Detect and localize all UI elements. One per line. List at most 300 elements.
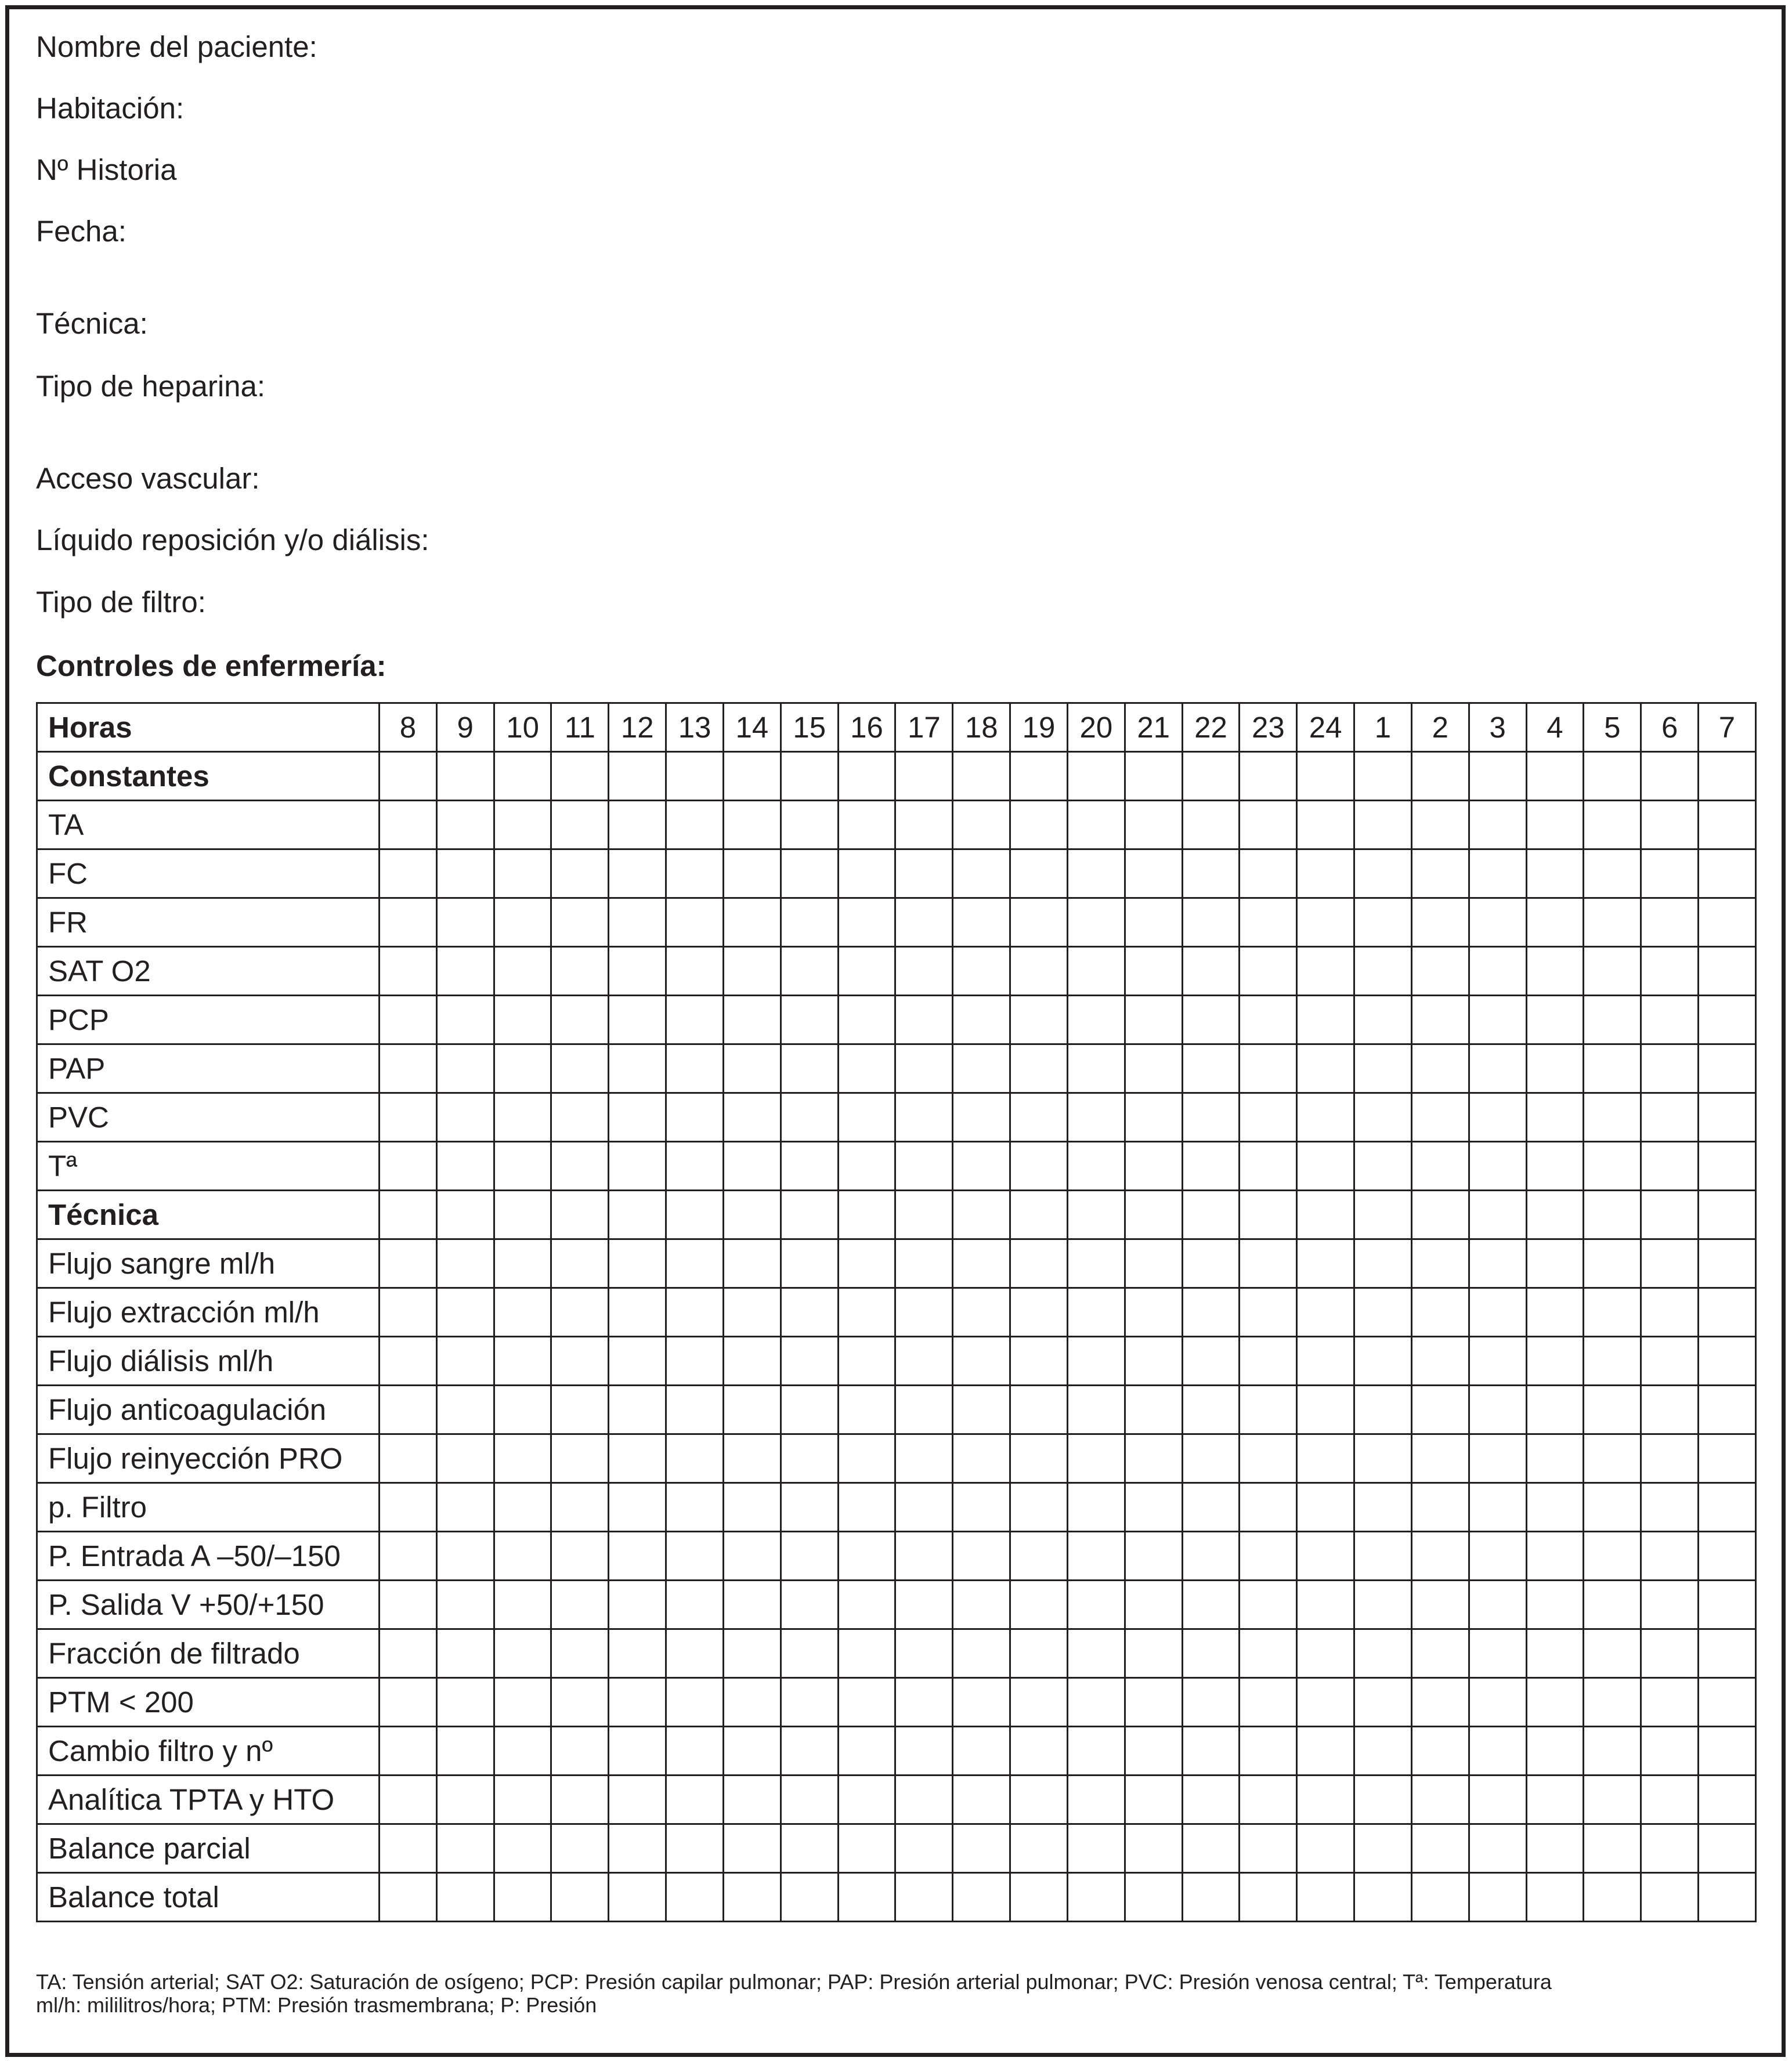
entry-cell[interactable] [1699, 752, 1756, 801]
entry-cell[interactable] [1699, 801, 1756, 849]
entry-cell[interactable] [1182, 1337, 1240, 1386]
entry-cell[interactable] [666, 849, 724, 898]
entry-cell[interactable] [1010, 1581, 1068, 1629]
entry-cell[interactable] [1010, 1629, 1068, 1678]
entry-cell[interactable] [1240, 1044, 1297, 1093]
entry-cell[interactable] [953, 1629, 1010, 1678]
entry-cell[interactable] [1297, 1532, 1354, 1581]
entry-cell[interactable] [1240, 1093, 1297, 1142]
entry-cell[interactable] [953, 1142, 1010, 1191]
entry-cell[interactable] [1469, 849, 1526, 898]
entry-cell[interactable] [1526, 947, 1584, 996]
entry-cell[interactable] [1354, 849, 1412, 898]
entry-cell[interactable] [494, 898, 551, 947]
entry-cell[interactable] [1067, 1483, 1125, 1532]
entry-cell[interactable] [838, 1776, 895, 1824]
entry-cell[interactable] [781, 1239, 838, 1288]
entry-cell[interactable] [1067, 996, 1125, 1044]
entry-cell[interactable] [723, 1191, 781, 1239]
entry-cell[interactable] [1469, 1142, 1526, 1191]
entry-cell[interactable] [953, 1873, 1010, 1922]
entry-cell[interactable] [723, 1434, 781, 1483]
entry-cell[interactable] [781, 1776, 838, 1824]
entry-cell[interactable] [436, 1776, 494, 1824]
entry-cell[interactable] [551, 752, 609, 801]
entry-cell[interactable] [551, 1873, 609, 1922]
entry-cell[interactable] [609, 1386, 666, 1434]
entry-cell[interactable] [1526, 1337, 1584, 1386]
entry-cell[interactable] [1354, 1191, 1412, 1239]
entry-cell[interactable] [436, 1337, 494, 1386]
entry-cell[interactable] [1584, 1483, 1641, 1532]
entry-cell[interactable] [551, 1337, 609, 1386]
entry-cell[interactable] [838, 1581, 895, 1629]
entry-cell[interactable] [1526, 898, 1584, 947]
entry-cell[interactable] [494, 1288, 551, 1337]
entry-cell[interactable] [1010, 1239, 1068, 1288]
entry-cell[interactable] [609, 1434, 666, 1483]
entry-cell[interactable] [1641, 1678, 1699, 1727]
entry-cell[interactable] [1125, 1581, 1182, 1629]
entry-cell[interactable] [666, 898, 724, 947]
entry-cell[interactable] [551, 1434, 609, 1483]
entry-cell[interactable] [1526, 1483, 1584, 1532]
entry-cell[interactable] [1354, 1824, 1412, 1873]
entry-cell[interactable] [551, 801, 609, 849]
entry-cell[interactable] [380, 996, 437, 1044]
entry-cell[interactable] [494, 1727, 551, 1776]
entry-cell[interactable] [1411, 1142, 1469, 1191]
entry-cell[interactable] [1067, 1239, 1125, 1288]
entry-cell[interactable] [781, 1629, 838, 1678]
entry-cell[interactable] [723, 1044, 781, 1093]
entry-cell[interactable] [1526, 1044, 1584, 1093]
entry-cell[interactable] [1240, 1483, 1297, 1532]
entry-cell[interactable] [1125, 1337, 1182, 1386]
entry-cell[interactable] [781, 752, 838, 801]
entry-cell[interactable] [1354, 1044, 1412, 1093]
entry-cell[interactable] [1125, 1532, 1182, 1581]
entry-cell[interactable] [551, 1483, 609, 1532]
entry-cell[interactable] [551, 1191, 609, 1239]
entry-cell[interactable] [494, 1386, 551, 1434]
entry-cell[interactable] [1641, 898, 1699, 947]
entry-cell[interactable] [1526, 1873, 1584, 1922]
entry-cell[interactable] [1526, 1776, 1584, 1824]
entry-cell[interactable] [1010, 1434, 1068, 1483]
entry-cell[interactable] [1641, 849, 1699, 898]
entry-cell[interactable] [1182, 1239, 1240, 1288]
entry-cell[interactable] [1010, 947, 1068, 996]
entry-cell[interactable] [1584, 1776, 1641, 1824]
entry-cell[interactable] [436, 1191, 494, 1239]
entry-cell[interactable] [436, 1386, 494, 1434]
entry-cell[interactable] [609, 752, 666, 801]
entry-cell[interactable] [551, 1386, 609, 1434]
entry-cell[interactable] [1010, 1191, 1068, 1239]
entry-cell[interactable] [953, 898, 1010, 947]
entry-cell[interactable] [838, 947, 895, 996]
entry-cell[interactable] [1411, 1288, 1469, 1337]
entry-cell[interactable] [953, 1093, 1010, 1142]
entry-cell[interactable] [1297, 849, 1354, 898]
entry-cell[interactable] [1010, 849, 1068, 898]
entry-cell[interactable] [1584, 1044, 1641, 1093]
entry-cell[interactable] [1641, 996, 1699, 1044]
entry-cell[interactable] [666, 1776, 724, 1824]
entry-cell[interactable] [1297, 1824, 1354, 1873]
entry-cell[interactable] [1067, 898, 1125, 947]
entry-cell[interactable] [436, 1434, 494, 1483]
entry-cell[interactable] [1411, 1386, 1469, 1434]
entry-cell[interactable] [781, 1142, 838, 1191]
entry-cell[interactable] [1584, 1824, 1641, 1873]
entry-cell[interactable] [666, 752, 724, 801]
entry-cell[interactable] [1584, 849, 1641, 898]
entry-cell[interactable] [1469, 1776, 1526, 1824]
entry-cell[interactable] [1297, 752, 1354, 801]
entry-cell[interactable] [436, 898, 494, 947]
entry-cell[interactable] [380, 1678, 437, 1727]
entry-cell[interactable] [1411, 996, 1469, 1044]
entry-cell[interactable] [436, 1581, 494, 1629]
entry-cell[interactable] [1125, 1386, 1182, 1434]
entry-cell[interactable] [895, 1629, 953, 1678]
entry-cell[interactable] [666, 947, 724, 996]
entry-cell[interactable] [1240, 1678, 1297, 1727]
entry-cell[interactable] [436, 1093, 494, 1142]
entry-cell[interactable] [1641, 1776, 1699, 1824]
entry-cell[interactable] [1240, 1727, 1297, 1776]
entry-cell[interactable] [1699, 1044, 1756, 1093]
entry-cell[interactable] [436, 752, 494, 801]
entry-cell[interactable] [494, 1532, 551, 1581]
entry-cell[interactable] [1240, 1386, 1297, 1434]
entry-cell[interactable] [1240, 1629, 1297, 1678]
entry-cell[interactable] [1182, 752, 1240, 801]
entry-cell[interactable] [895, 1581, 953, 1629]
entry-cell[interactable] [494, 1581, 551, 1629]
entry-cell[interactable] [494, 1337, 551, 1386]
entry-cell[interactable] [1182, 1093, 1240, 1142]
entry-cell[interactable] [1010, 752, 1068, 801]
entry-cell[interactable] [1526, 1288, 1584, 1337]
entry-cell[interactable] [1411, 1776, 1469, 1824]
entry-cell[interactable] [1411, 1044, 1469, 1093]
entry-cell[interactable] [1240, 1239, 1297, 1288]
entry-cell[interactable] [1469, 801, 1526, 849]
entry-cell[interactable] [1526, 752, 1584, 801]
entry-cell[interactable] [380, 1093, 437, 1142]
entry-cell[interactable] [1125, 1288, 1182, 1337]
entry-cell[interactable] [436, 1044, 494, 1093]
entry-cell[interactable] [380, 898, 437, 947]
entry-cell[interactable] [953, 1581, 1010, 1629]
entry-cell[interactable] [1469, 1288, 1526, 1337]
entry-cell[interactable] [1182, 1142, 1240, 1191]
entry-cell[interactable] [895, 1142, 953, 1191]
entry-cell[interactable] [838, 1288, 895, 1337]
entry-cell[interactable] [1699, 1483, 1756, 1532]
entry-cell[interactable] [666, 1191, 724, 1239]
entry-cell[interactable] [551, 996, 609, 1044]
entry-cell[interactable] [1297, 1044, 1354, 1093]
entry-cell[interactable] [781, 947, 838, 996]
entry-cell[interactable] [781, 1093, 838, 1142]
entry-cell[interactable] [1354, 752, 1412, 801]
entry-cell[interactable] [895, 947, 953, 996]
entry-cell[interactable] [380, 1337, 437, 1386]
entry-cell[interactable] [723, 898, 781, 947]
entry-cell[interactable] [1469, 996, 1526, 1044]
entry-cell[interactable] [436, 1678, 494, 1727]
entry-cell[interactable] [609, 1483, 666, 1532]
entry-cell[interactable] [1469, 1581, 1526, 1629]
entry-cell[interactable] [609, 801, 666, 849]
entry-cell[interactable] [1354, 1337, 1412, 1386]
entry-cell[interactable] [666, 1629, 724, 1678]
entry-cell[interactable] [666, 801, 724, 849]
entry-cell[interactable] [1354, 947, 1412, 996]
entry-cell[interactable] [551, 1629, 609, 1678]
entry-cell[interactable] [781, 1044, 838, 1093]
entry-cell[interactable] [1067, 1873, 1125, 1922]
entry-cell[interactable] [1584, 1386, 1641, 1434]
entry-cell[interactable] [1584, 1532, 1641, 1581]
entry-cell[interactable] [1125, 1629, 1182, 1678]
entry-cell[interactable] [551, 849, 609, 898]
entry-cell[interactable] [1354, 1239, 1412, 1288]
entry-cell[interactable] [1125, 1434, 1182, 1483]
entry-cell[interactable] [1469, 1873, 1526, 1922]
entry-cell[interactable] [666, 1239, 724, 1288]
entry-cell[interactable] [1699, 1337, 1756, 1386]
entry-cell[interactable] [1584, 1093, 1641, 1142]
entry-cell[interactable] [723, 1581, 781, 1629]
entry-cell[interactable] [494, 1776, 551, 1824]
entry-cell[interactable] [838, 1434, 895, 1483]
entry-cell[interactable] [838, 1678, 895, 1727]
entry-cell[interactable] [953, 1776, 1010, 1824]
entry-cell[interactable] [666, 1434, 724, 1483]
entry-cell[interactable] [723, 1532, 781, 1581]
entry-cell[interactable] [1240, 1191, 1297, 1239]
entry-cell[interactable] [1240, 898, 1297, 947]
entry-cell[interactable] [1469, 1191, 1526, 1239]
entry-cell[interactable] [1297, 1727, 1354, 1776]
entry-cell[interactable] [1125, 1239, 1182, 1288]
entry-cell[interactable] [1067, 1044, 1125, 1093]
entry-cell[interactable] [1354, 996, 1412, 1044]
entry-cell[interactable] [1297, 1191, 1354, 1239]
entry-cell[interactable] [1584, 1873, 1641, 1922]
entry-cell[interactable] [1411, 752, 1469, 801]
entry-cell[interactable] [1067, 1776, 1125, 1824]
entry-cell[interactable] [781, 801, 838, 849]
entry-cell[interactable] [781, 1191, 838, 1239]
entry-cell[interactable] [838, 1532, 895, 1581]
entry-cell[interactable] [551, 1044, 609, 1093]
entry-cell[interactable] [1584, 1727, 1641, 1776]
entry-cell[interactable] [1067, 1288, 1125, 1337]
entry-cell[interactable] [1067, 1434, 1125, 1483]
entry-cell[interactable] [723, 1678, 781, 1727]
entry-cell[interactable] [551, 1093, 609, 1142]
entry-cell[interactable] [723, 1873, 781, 1922]
entry-cell[interactable] [609, 1191, 666, 1239]
entry-cell[interactable] [494, 1239, 551, 1288]
entry-cell[interactable] [838, 1239, 895, 1288]
entry-cell[interactable] [551, 1142, 609, 1191]
entry-cell[interactable] [609, 898, 666, 947]
entry-cell[interactable] [1240, 1142, 1297, 1191]
entry-cell[interactable] [723, 1386, 781, 1434]
entry-cell[interactable] [1297, 1629, 1354, 1678]
entry-cell[interactable] [781, 898, 838, 947]
entry-cell[interactable] [1297, 1434, 1354, 1483]
entry-cell[interactable] [551, 947, 609, 996]
entry-cell[interactable] [1699, 1581, 1756, 1629]
entry-cell[interactable] [609, 1678, 666, 1727]
entry-cell[interactable] [1584, 1678, 1641, 1727]
entry-cell[interactable] [1125, 1824, 1182, 1873]
entry-cell[interactable] [1469, 1483, 1526, 1532]
entry-cell[interactable] [1354, 1386, 1412, 1434]
entry-cell[interactable] [781, 849, 838, 898]
entry-cell[interactable] [781, 1678, 838, 1727]
entry-cell[interactable] [1354, 1873, 1412, 1922]
entry-cell[interactable] [1240, 752, 1297, 801]
entry-cell[interactable] [1699, 1678, 1756, 1727]
entry-cell[interactable] [1297, 1093, 1354, 1142]
entry-cell[interactable] [666, 1873, 724, 1922]
entry-cell[interactable] [895, 1337, 953, 1386]
entry-cell[interactable] [1641, 1337, 1699, 1386]
entry-cell[interactable] [1240, 1824, 1297, 1873]
entry-cell[interactable] [609, 849, 666, 898]
entry-cell[interactable] [1125, 752, 1182, 801]
entry-cell[interactable] [494, 1824, 551, 1873]
entry-cell[interactable] [1641, 947, 1699, 996]
entry-cell[interactable] [1297, 996, 1354, 1044]
entry-cell[interactable] [1411, 1483, 1469, 1532]
entry-cell[interactable] [380, 1727, 437, 1776]
entry-cell[interactable] [1297, 801, 1354, 849]
entry-cell[interactable] [609, 1824, 666, 1873]
entry-cell[interactable] [1411, 1093, 1469, 1142]
entry-cell[interactable] [1526, 1678, 1584, 1727]
entry-cell[interactable] [1182, 1434, 1240, 1483]
entry-cell[interactable] [551, 1288, 609, 1337]
entry-cell[interactable] [781, 1873, 838, 1922]
entry-cell[interactable] [380, 1824, 437, 1873]
entry-cell[interactable] [723, 1483, 781, 1532]
entry-cell[interactable] [1354, 1629, 1412, 1678]
entry-cell[interactable] [1182, 1386, 1240, 1434]
entry-cell[interactable] [1411, 1873, 1469, 1922]
entry-cell[interactable] [666, 1581, 724, 1629]
entry-cell[interactable] [436, 1532, 494, 1581]
entry-cell[interactable] [895, 1386, 953, 1434]
entry-cell[interactable] [666, 1727, 724, 1776]
entry-cell[interactable] [838, 1483, 895, 1532]
entry-cell[interactable] [1641, 1044, 1699, 1093]
entry-cell[interactable] [723, 947, 781, 996]
entry-cell[interactable] [1469, 1629, 1526, 1678]
entry-cell[interactable] [494, 947, 551, 996]
entry-cell[interactable] [380, 1044, 437, 1093]
entry-cell[interactable] [609, 1288, 666, 1337]
entry-cell[interactable] [1067, 1678, 1125, 1727]
entry-cell[interactable] [1699, 1093, 1756, 1142]
entry-cell[interactable] [953, 752, 1010, 801]
entry-cell[interactable] [953, 1239, 1010, 1288]
entry-cell[interactable] [1240, 1288, 1297, 1337]
entry-cell[interactable] [494, 996, 551, 1044]
entry-cell[interactable] [781, 1727, 838, 1776]
entry-cell[interactable] [436, 1629, 494, 1678]
entry-cell[interactable] [1526, 1824, 1584, 1873]
entry-cell[interactable] [666, 1142, 724, 1191]
entry-cell[interactable] [953, 1434, 1010, 1483]
entry-cell[interactable] [1240, 1532, 1297, 1581]
entry-cell[interactable] [1354, 1678, 1412, 1727]
entry-cell[interactable] [1411, 947, 1469, 996]
entry-cell[interactable] [380, 1776, 437, 1824]
entry-cell[interactable] [1699, 1434, 1756, 1483]
entry-cell[interactable] [1240, 1434, 1297, 1483]
entry-cell[interactable] [609, 1532, 666, 1581]
entry-cell[interactable] [1067, 1824, 1125, 1873]
entry-cell[interactable] [1526, 996, 1584, 1044]
entry-cell[interactable] [838, 898, 895, 947]
entry-cell[interactable] [1411, 1727, 1469, 1776]
entry-cell[interactable] [666, 1483, 724, 1532]
entry-cell[interactable] [1641, 752, 1699, 801]
entry-cell[interactable] [1699, 1727, 1756, 1776]
entry-cell[interactable] [494, 1044, 551, 1093]
entry-cell[interactable] [838, 1337, 895, 1386]
entry-cell[interactable] [895, 1776, 953, 1824]
entry-cell[interactable] [1067, 1581, 1125, 1629]
entry-cell[interactable] [380, 1532, 437, 1581]
entry-cell[interactable] [1411, 1191, 1469, 1239]
entry-cell[interactable] [1354, 1142, 1412, 1191]
entry-cell[interactable] [1182, 1727, 1240, 1776]
entry-cell[interactable] [1699, 996, 1756, 1044]
entry-cell[interactable] [895, 1532, 953, 1581]
entry-cell[interactable] [1067, 1386, 1125, 1434]
entry-cell[interactable] [1584, 947, 1641, 996]
entry-cell[interactable] [436, 1873, 494, 1922]
entry-cell[interactable] [1182, 1581, 1240, 1629]
entry-cell[interactable] [1010, 898, 1068, 947]
entry-cell[interactable] [1240, 1337, 1297, 1386]
entry-cell[interactable] [1469, 1044, 1526, 1093]
entry-cell[interactable] [1182, 1629, 1240, 1678]
entry-cell[interactable] [781, 1386, 838, 1434]
entry-cell[interactable] [494, 1191, 551, 1239]
entry-cell[interactable] [666, 1337, 724, 1386]
entry-cell[interactable] [1641, 1386, 1699, 1434]
entry-cell[interactable] [1526, 1727, 1584, 1776]
entry-cell[interactable] [1182, 1678, 1240, 1727]
entry-cell[interactable] [1182, 996, 1240, 1044]
entry-cell[interactable] [723, 752, 781, 801]
entry-cell[interactable] [1067, 801, 1125, 849]
entry-cell[interactable] [1067, 1727, 1125, 1776]
entry-cell[interactable] [1584, 996, 1641, 1044]
